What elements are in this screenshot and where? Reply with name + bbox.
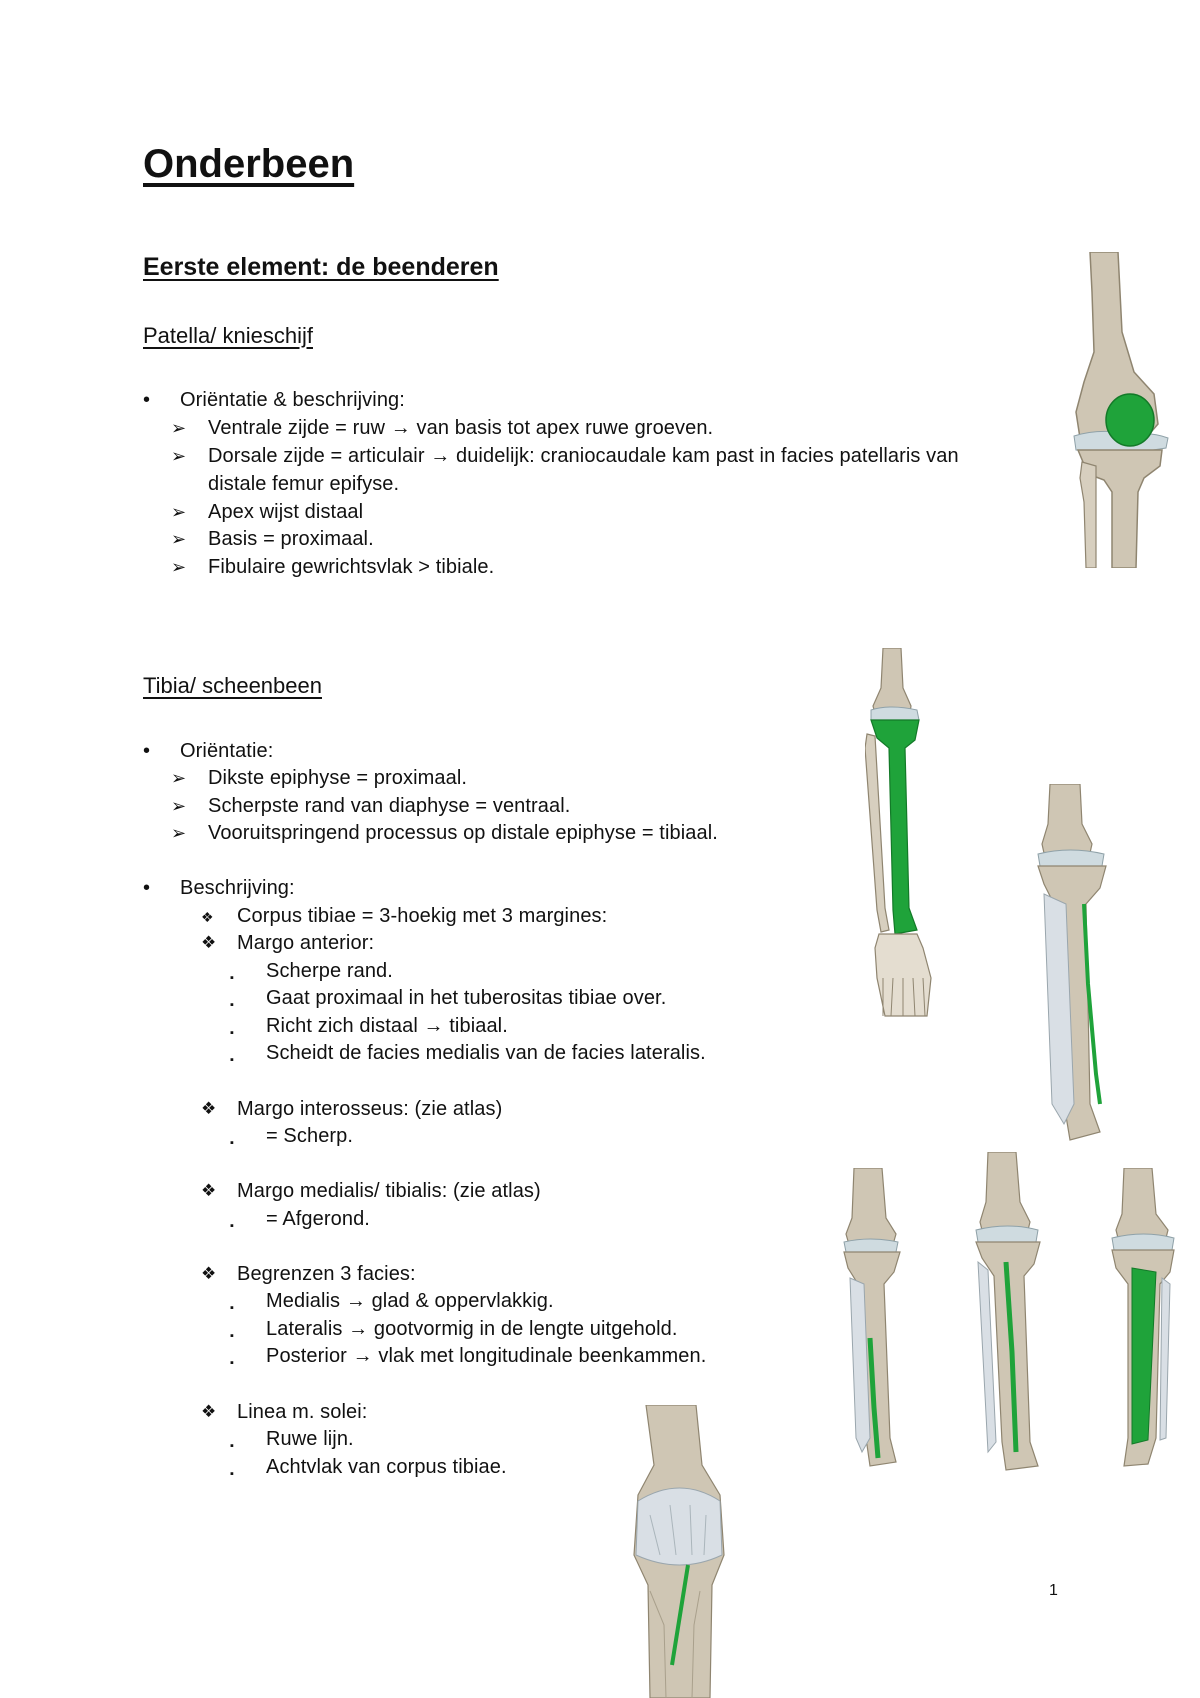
bullet-marker: • — [143, 877, 151, 899]
linea-m-solei-illustration — [620, 1405, 740, 1698]
bullet-marker: • — [143, 740, 151, 762]
square-marker: ▪ — [230, 1137, 234, 1149]
square-marker: ▪ — [230, 1357, 234, 1369]
diamond-marker: ❖ — [201, 933, 217, 952]
arrow-marker: ➢ — [171, 823, 187, 843]
arrow-marker: ➢ — [171, 418, 187, 438]
bullet-marker: • — [143, 389, 151, 411]
tibia-heading: Tibia/ scheenbeen — [143, 673, 322, 698]
facies-illustration — [1108, 1168, 1194, 1468]
diamond-marker: ❖ — [201, 1181, 217, 1200]
diamond-marker: ❖ — [201, 1264, 217, 1283]
arrow-marker: ➢ — [171, 502, 187, 522]
arrow-marker: ➢ — [171, 796, 187, 816]
square-marker: ▪ — [230, 972, 234, 984]
section-heading: Eerste element: de beenderen — [143, 253, 499, 281]
square-marker: ▪ — [230, 1302, 234, 1314]
square-marker: ▪ — [230, 1468, 234, 1480]
list-item-continuation: distale femur epifyse. — [208, 473, 400, 495]
square-marker: ▪ — [230, 1330, 234, 1342]
arrow-marker: ➢ — [171, 446, 187, 466]
arrow-marker: ➢ — [171, 768, 187, 788]
margo-interosseus-illustration — [840, 1168, 920, 1468]
square-marker: ▪ — [230, 1440, 234, 1452]
diamond-marker: ❖ — [201, 909, 214, 925]
square-marker: ▪ — [230, 1054, 234, 1066]
diamond-marker: ❖ — [201, 1099, 217, 1118]
patella-illustration — [1070, 252, 1190, 568]
page-number: 1 — [1049, 1582, 1058, 1599]
arrow-marker: ➢ — [171, 529, 187, 549]
arrow-marker: ➢ — [171, 557, 187, 577]
page-title: Onderbeen — [143, 142, 355, 186]
square-marker: ▪ — [230, 1027, 234, 1039]
square-marker: ▪ — [230, 1220, 234, 1232]
square-marker: ▪ — [230, 999, 234, 1011]
diamond-marker: ❖ — [201, 1402, 217, 1421]
patella-heading: Patella/ knieschijf — [143, 323, 313, 348]
tibia-full-leg-illustration — [865, 648, 945, 1018]
margo-anterior-illustration — [1030, 784, 1140, 1144]
margo-medialis-illustration — [968, 1152, 1058, 1472]
